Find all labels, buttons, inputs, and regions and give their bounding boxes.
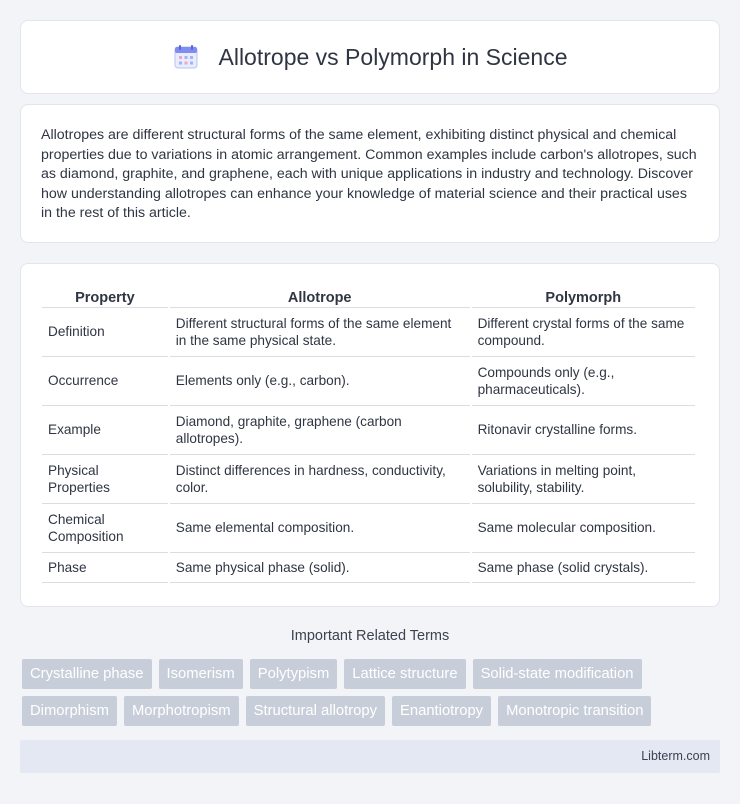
header-polymorph: Polymorph [472,286,695,308]
cell-property: Physical Properties [42,455,168,504]
tag-polytypism[interactable]: Polytypism [250,659,338,689]
tag-solid-state-modification[interactable]: Solid-state modification [473,659,642,689]
cell-allotrope: Distinct differences in hardness, conductivity, color. [170,455,470,504]
cell-polymorph: Variations in melting point, solubility, stability. [472,455,695,504]
tag-crystalline-phase[interactable]: Crystalline phase [22,659,152,689]
header-allotrope: Allotrope [170,286,470,308]
table-row [42,308,695,357]
tag-monotropic-transition[interactable]: Monotropic transition [498,696,651,726]
table-row [42,553,695,583]
cell-property: Occurrence [42,357,168,406]
footer [20,740,720,773]
cell-property: Chemical Composition [42,504,168,553]
table-row [42,504,695,553]
comparison-card [20,263,720,607]
related-terms [22,659,722,733]
tag-structural-allotropy[interactable]: Structural allotropy [246,696,385,726]
cell-allotrope: Same elemental composition. [170,504,470,553]
intro-text: Allotropes are different structural forms of the same element, exhibiting distinct physical and chemical properties due to variations in atomic arrangement. Common examples include carbon's allotropes, such as diamond, graphite, and graphene, each with unique applications in industry and technology. Discover how understanding allotropes can enhance your knowledge of material science and their practical uses in the rest of this article. [41,127,697,222]
cell-polymorph: Same molecular composition. [472,504,695,553]
cell-allotrope: Diamond, graphite, graphene (carbon allotropes). [170,406,470,455]
tag-isomerism[interactable]: Isomerism [159,659,243,689]
tag-lattice-structure[interactable]: Lattice structure [344,659,465,689]
cell-property: Example [42,406,168,455]
comparison-table [40,286,697,583]
cell-allotrope: Different structural forms of the same element in the same physical state. [170,308,470,357]
cell-polymorph: Ritonavir crystalline forms. [472,406,695,455]
table-row [42,455,695,504]
cell-property: Phase [42,553,168,583]
page-title: Allotrope vs Polymorph in Science [218,43,568,70]
table-header-row [42,286,695,308]
title-card [20,20,720,94]
tag-row [22,696,722,726]
cell-allotrope: Same physical phase (solid). [170,553,470,583]
tag-enantiotropy[interactable]: Enantiotropy [392,696,491,726]
cell-property: Definition [42,308,168,357]
intro-card [20,104,720,243]
cell-allotrope: Elements only (e.g., carbon). [170,357,470,406]
footer-brand-link[interactable]: Libterm.com [641,749,710,763]
related-terms-title: Important Related Terms [290,628,450,644]
tag-morphotropism[interactable]: Morphotropism [124,696,239,726]
cell-polymorph: Same phase (solid crystals). [472,553,695,583]
tag-row [22,659,722,689]
table-row [42,406,695,455]
header-property: Property [42,286,168,308]
cell-polymorph: Compounds only (e.g., pharmaceuticals). [472,357,695,406]
cell-polymorph: Different crystal forms of the same compound. [472,308,695,357]
table-row [42,357,695,406]
tag-dimorphism[interactable]: Dimorphism [22,696,117,726]
calendar-icon [173,44,199,70]
